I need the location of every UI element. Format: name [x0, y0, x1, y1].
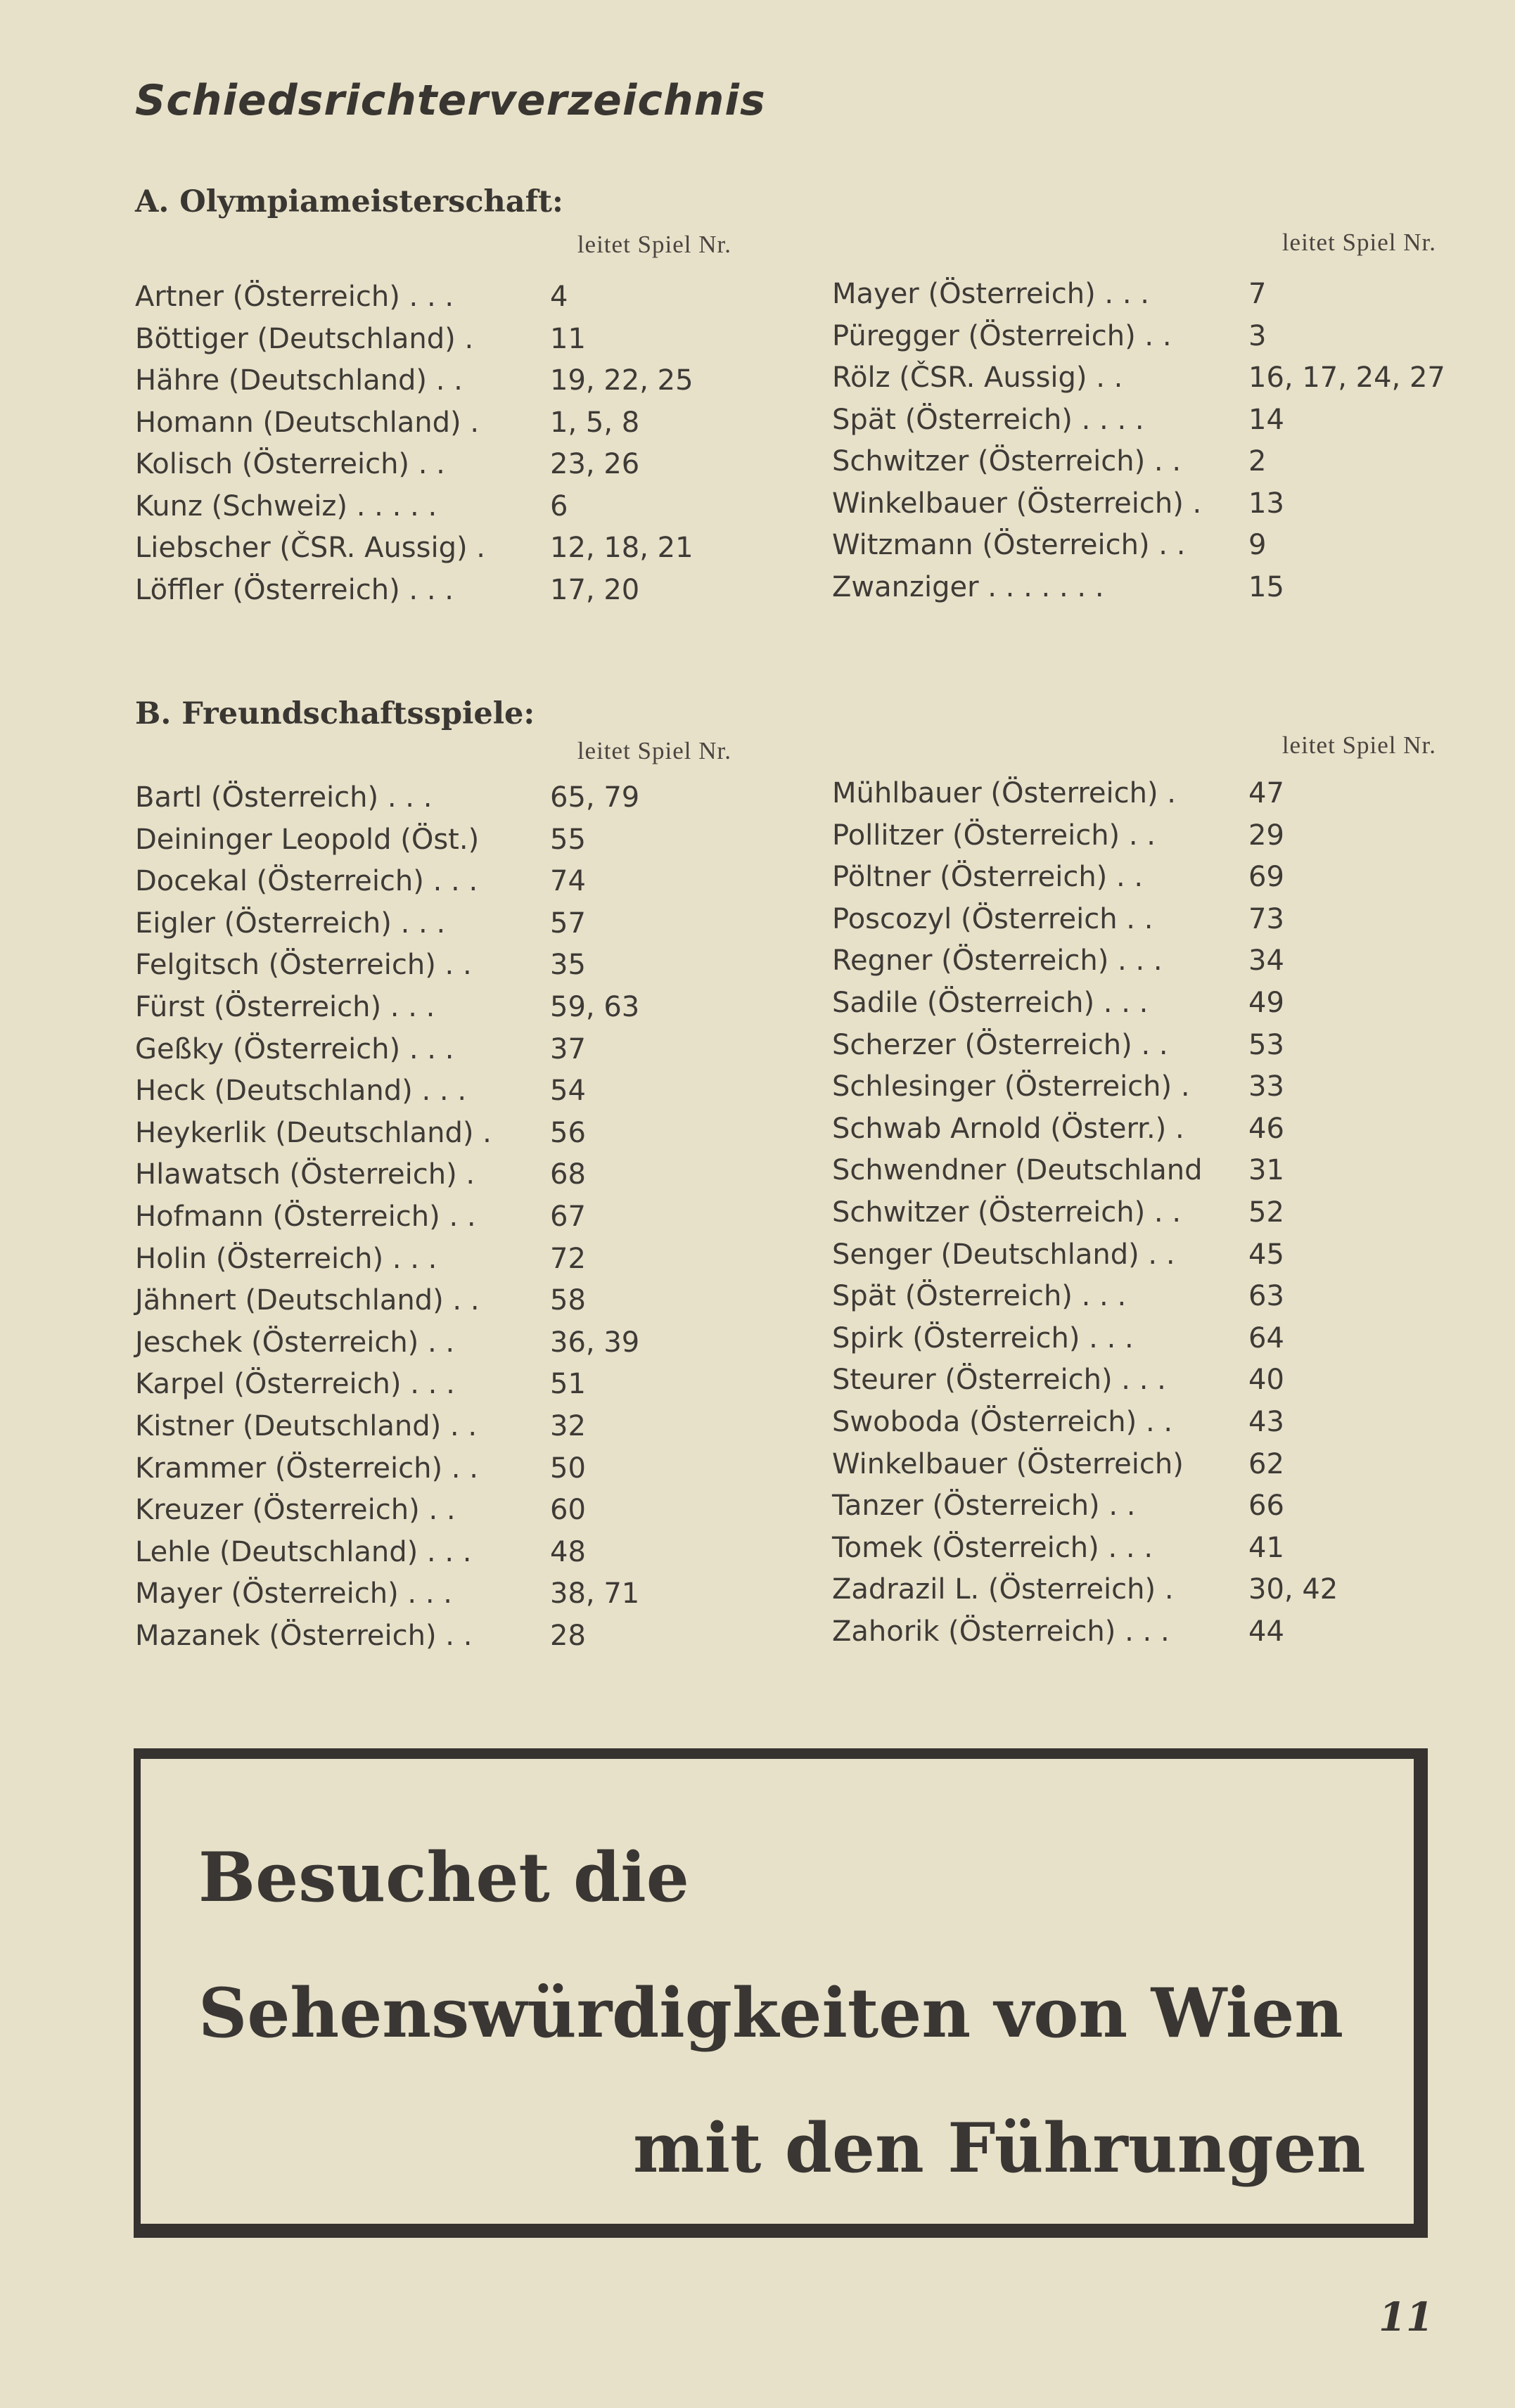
referee-name: Schwendner (Deutschland	[832, 1154, 1203, 1187]
referee-row	[832, 1612, 1284, 1651]
referee-row	[832, 1528, 1284, 1568]
referee-name: Zahorik (Österreich) . . .	[832, 1615, 1170, 1648]
referee-row	[135, 1574, 640, 1613]
referee-name: Scherzer (Österreich) . .	[832, 1028, 1168, 1061]
page-title: Schiedsrichterverzeichnis	[135, 76, 766, 125]
game-numbers: 50	[550, 1452, 586, 1485]
referee-name: Püregger (Österreich) . .	[832, 319, 1172, 352]
referee-name: Hähre (Deutschland) . .	[135, 364, 463, 397]
referee-name: Witzmann (Österreich) . .	[832, 529, 1186, 561]
game-numbers: 48	[550, 1535, 586, 1568]
referee-name: Spirk (Österreich) . . .	[832, 1321, 1134, 1354]
advertisement-line-3: mit den Führungen	[633, 2108, 1366, 2188]
referee-row	[832, 1151, 1284, 1190]
referee-name: Jeschek (Österreich) . .	[135, 1326, 455, 1359]
game-numbers: 13	[1248, 487, 1284, 520]
referee-name: Bartl (Österreich) . . .	[135, 781, 433, 814]
referee-name: Spät (Österreich) . . . .	[832, 403, 1144, 436]
referee-row	[832, 816, 1284, 855]
referee-name: Steurer (Österreich) . . .	[832, 1364, 1166, 1397]
referee-name: Mayer (Österreich) . . .	[832, 278, 1149, 310]
referee-name: Winkelbauer (Österreich) .	[832, 487, 1202, 520]
referee-row	[135, 987, 640, 1027]
referee-row	[135, 1071, 586, 1110]
game-numbers: 49	[1248, 987, 1284, 1019]
game-numbers: 19, 22, 25	[550, 364, 693, 397]
referee-row	[135, 319, 586, 359]
referee-name: Mazanek (Österreich) . .	[135, 1620, 473, 1652]
referee-row	[832, 899, 1284, 939]
referee-name: Heykerlik (Deutschland) .	[135, 1116, 492, 1149]
referee-name: Spät (Österreich) . . .	[832, 1280, 1127, 1313]
referee-row	[135, 444, 640, 484]
referee-row	[135, 778, 640, 817]
referee-row	[832, 1025, 1284, 1065]
game-numbers: 17, 20	[550, 573, 640, 606]
referee-name: Geßky (Österreich) . . .	[135, 1032, 454, 1065]
game-numbers: 65, 79	[550, 781, 640, 814]
referee-name: Winkelbauer (Österreich)	[832, 1447, 1184, 1480]
referee-name: Mayer (Österreich) . . .	[135, 1577, 452, 1610]
game-numbers: 46	[1248, 1112, 1284, 1145]
game-numbers: 34	[1248, 944, 1284, 978]
referee-name: Krammer (Österreich) . .	[135, 1452, 478, 1485]
referee-name: Schlesinger (Österreich) .	[832, 1070, 1190, 1103]
game-numbers: 41	[1248, 1531, 1284, 1564]
section-b-left-column-header: leitet Spiel Nr.	[577, 737, 731, 764]
referee-row	[832, 1235, 1284, 1274]
referee-row	[135, 487, 568, 526]
game-numbers: 47	[1248, 777, 1284, 809]
page-number: 11	[1379, 2294, 1433, 2340]
game-numbers: 67	[550, 1200, 586, 1233]
referee-name: Eigler (Österreich) . . .	[135, 907, 446, 940]
referee-row	[832, 857, 1284, 897]
referee-row	[832, 400, 1284, 440]
game-numbers: 60	[550, 1494, 586, 1527]
referee-name: Holin (Österreich) . . .	[135, 1242, 437, 1275]
referee-name: Mühlbauer (Österreich) .	[832, 777, 1176, 809]
section-b-heading: B. Freundschaftsspiele:	[135, 696, 535, 731]
referee-row	[832, 484, 1284, 523]
referee-row	[135, 1323, 640, 1362]
referee-name: Jähnert (Deutschland) . .	[135, 1284, 480, 1317]
game-numbers: 73	[1248, 902, 1284, 935]
game-numbers: 55	[550, 823, 586, 856]
referee-name: Zwanziger . . . . . . .	[832, 570, 1104, 603]
game-numbers: 43	[1248, 1406, 1284, 1438]
game-numbers: 30, 42	[1248, 1573, 1338, 1606]
referee-name: Homann (Deutschland) .	[135, 406, 480, 439]
referee-row	[135, 1490, 586, 1530]
referee-row	[135, 1616, 586, 1656]
referee-row	[135, 403, 640, 442]
referee-row	[832, 525, 1267, 565]
referee-name: Hlawatsch (Österreich) .	[135, 1158, 475, 1191]
game-numbers: 12, 18, 21	[550, 532, 693, 564]
referee-name: Pöltner (Österreich) . .	[832, 861, 1144, 894]
game-numbers: 68	[550, 1158, 586, 1191]
advertisement-line-1: Besuchet die	[198, 1838, 689, 1917]
referee-row	[135, 1113, 586, 1153]
game-numbers: 14	[1248, 403, 1284, 436]
referee-row	[832, 1276, 1284, 1316]
game-numbers: 66	[1248, 1490, 1284, 1523]
referee-name: Poscozyl (Österreich . .	[832, 902, 1153, 935]
referee-row	[135, 361, 693, 400]
referee-row	[135, 1407, 586, 1446]
referee-row	[135, 945, 586, 985]
referee-name: Tanzer (Österreich) . .	[832, 1490, 1136, 1523]
referee-name: Liebscher (ČSR. Aussig) .	[135, 532, 486, 564]
game-numbers: 69	[1248, 861, 1284, 894]
referee-row	[135, 528, 693, 568]
referee-name: Karpel (Österreich) . . .	[135, 1368, 455, 1401]
referee-name: Rölz (ČSR. Aussig) . .	[832, 361, 1123, 394]
referee-name: Löffler (Österreich) . . .	[135, 573, 454, 606]
game-numbers: 4	[550, 281, 568, 313]
referee-name: Böttiger (Deutschland) .	[135, 322, 474, 355]
referee-name: Zadrazil L. (Österreich) .	[832, 1573, 1174, 1606]
game-numbers: 6	[550, 489, 568, 523]
game-numbers: 1, 5, 8	[550, 406, 640, 439]
referee-row	[832, 1445, 1284, 1484]
section-a-right-column-header: leitet Spiel Nr.	[1281, 229, 1436, 256]
game-numbers: 7	[1248, 278, 1267, 310]
section-a-left-column-header: leitet Spiel Nr.	[577, 231, 731, 258]
game-numbers: 2	[1248, 445, 1267, 478]
referee-row	[135, 1155, 586, 1194]
game-numbers: 63	[1248, 1280, 1284, 1313]
game-numbers: 15	[1248, 570, 1284, 603]
referee-row	[832, 1402, 1284, 1442]
referee-row	[832, 1570, 1338, 1609]
game-numbers: 23, 26	[550, 448, 640, 480]
game-numbers: 3	[1248, 319, 1267, 352]
referee-name: Kunz (Schweiz) . . . . .	[135, 489, 437, 523]
referee-row	[135, 1364, 586, 1404]
referee-row	[832, 1067, 1284, 1106]
referee-row	[135, 1030, 586, 1069]
referee-row	[832, 316, 1267, 356]
referee-row	[135, 862, 586, 901]
referee-name: Kreuzer (Österreich) . .	[135, 1494, 456, 1527]
referee-row	[832, 1193, 1284, 1232]
referee-name: Swoboda (Österreich) . .	[832, 1406, 1173, 1438]
referee-name: Pollitzer (Österreich) . .	[832, 819, 1156, 852]
game-numbers: 31	[1248, 1154, 1284, 1187]
game-numbers: 58	[550, 1284, 586, 1317]
referee-name: Senger (Deutschland) . .	[832, 1238, 1175, 1271]
game-numbers: 38, 71	[550, 1577, 640, 1610]
referee-row	[135, 570, 640, 610]
game-numbers: 54	[550, 1075, 586, 1108]
referee-row	[832, 1109, 1284, 1148]
game-numbers: 45	[1248, 1238, 1284, 1271]
game-numbers: 64	[1248, 1321, 1284, 1354]
game-numbers: 32	[550, 1410, 586, 1442]
referee-row	[832, 568, 1284, 607]
referee-name: Lehle (Deutschland) . . .	[135, 1535, 472, 1568]
referee-name: Felgitsch (Österreich) . .	[135, 949, 472, 982]
game-numbers: 62	[1248, 1447, 1284, 1480]
advertisement-line-2: Sehenswürdigkeiten von Wien	[198, 1973, 1344, 2053]
referee-name: Schwitzer (Österreich) . .	[832, 1196, 1182, 1229]
referee-row	[135, 1197, 586, 1236]
referee-name: Schwab Arnold (Österr.) .	[832, 1112, 1184, 1145]
referee-row	[135, 277, 568, 316]
referee-row	[832, 941, 1284, 980]
game-numbers: 9	[1248, 529, 1267, 561]
game-numbers: 33	[1248, 1070, 1284, 1103]
game-numbers: 16, 17, 24, 27	[1248, 361, 1445, 394]
section-b-right-column-header: leitet Spiel Nr.	[1281, 731, 1436, 759]
game-numbers: 57	[550, 907, 586, 940]
referee-row	[832, 358, 1445, 397]
game-numbers: 11	[550, 322, 586, 355]
game-numbers: 44	[1248, 1615, 1284, 1648]
referee-name: Regner (Österreich) . . .	[832, 944, 1163, 978]
referee-row	[832, 983, 1284, 1023]
referee-name: Docekal (Österreich) . . .	[135, 865, 478, 898]
referee-row	[135, 1449, 586, 1488]
referee-row	[135, 1239, 586, 1279]
referee-row	[832, 274, 1267, 314]
game-numbers: 52	[1248, 1196, 1284, 1229]
referee-name: Artner (Österreich) . . .	[135, 281, 454, 313]
referee-name: Kistner (Deutschland) . .	[135, 1410, 478, 1442]
game-numbers: 28	[550, 1620, 586, 1652]
advertisement-box	[134, 1748, 1428, 2238]
referee-row	[832, 1319, 1284, 1358]
game-numbers: 40	[1248, 1364, 1284, 1397]
referee-row	[832, 442, 1267, 481]
game-numbers: 72	[550, 1242, 586, 1275]
referee-name: Tomek (Österreich) . . .	[832, 1531, 1153, 1564]
game-numbers: 74	[550, 865, 586, 898]
referee-row	[135, 820, 586, 859]
referee-row	[832, 1486, 1284, 1525]
game-numbers: 36, 39	[550, 1326, 640, 1359]
game-numbers: 53	[1248, 1028, 1284, 1061]
referee-name: Deininger Leopold (Öst.)	[135, 823, 480, 856]
game-numbers: 59, 63	[550, 991, 640, 1023]
referee-name: Heck (Deutschland) . . .	[135, 1075, 467, 1108]
game-numbers: 37	[550, 1032, 586, 1065]
game-numbers: 35	[550, 949, 586, 982]
game-numbers: 56	[550, 1116, 586, 1149]
referee-name: Fürst (Österreich) . . .	[135, 991, 435, 1023]
game-numbers: 29	[1248, 819, 1284, 852]
referee-name: Kolisch (Österreich) . .	[135, 448, 445, 480]
referee-row	[135, 1281, 586, 1320]
game-numbers: 51	[550, 1368, 586, 1401]
referee-row	[135, 904, 586, 943]
referee-row	[832, 1360, 1284, 1400]
referee-name: Sadile (Österreich) . . .	[832, 987, 1149, 1019]
referee-name: Hofmann (Österreich) . .	[135, 1200, 476, 1233]
section-a-heading: A. Olympiameisterschaft:	[135, 184, 563, 219]
referee-row	[135, 1532, 586, 1572]
referee-row	[832, 774, 1284, 813]
referee-name: Schwitzer (Österreich) . .	[832, 445, 1182, 478]
